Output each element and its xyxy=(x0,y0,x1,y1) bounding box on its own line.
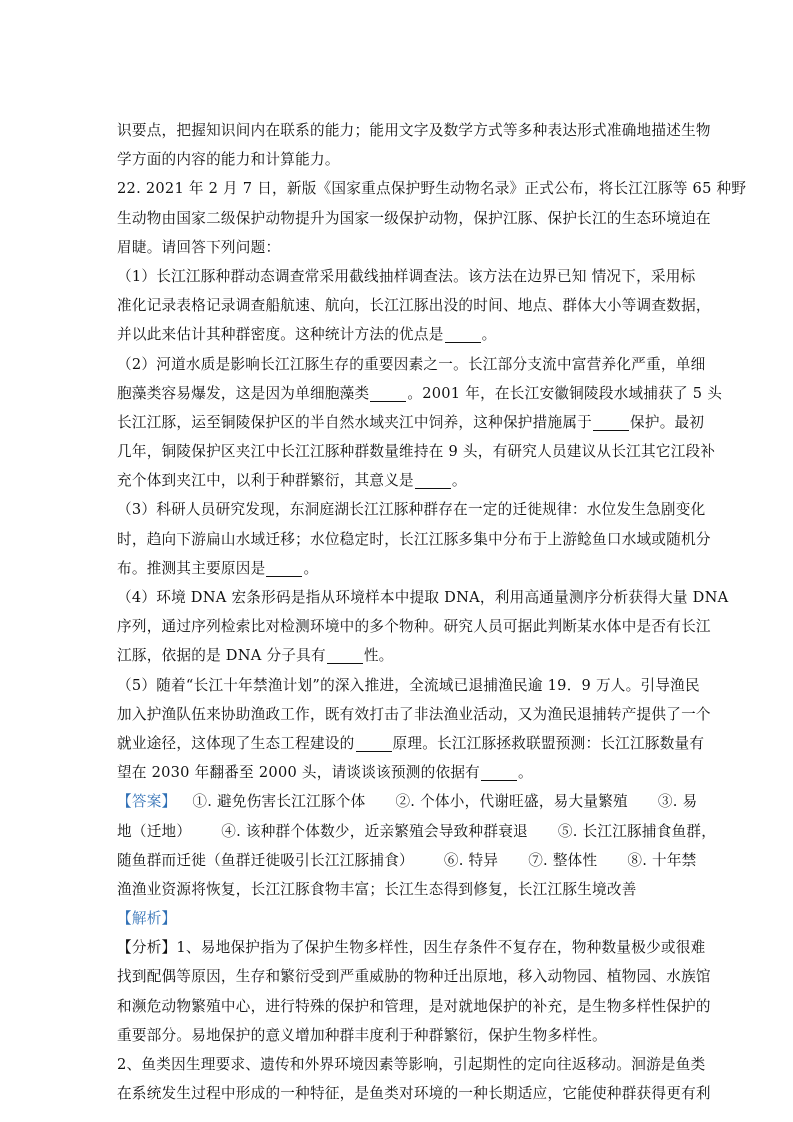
section-label: 【解析】 xyxy=(117,910,177,928)
answer-option: ⑧. 十年禁 xyxy=(627,851,697,869)
line-text: 准化记录表格记录调查船航速、航向，长江江豚出没的时间、地点、群体大小等调查数据， xyxy=(117,297,711,315)
text-line xyxy=(117,233,685,262)
text-line xyxy=(117,758,685,787)
line-text-after-blank: 性。 xyxy=(363,647,394,665)
line-text: 望在 2030 年翻番至 2000 头，请谈谈该预测的依据有 xyxy=(117,764,481,782)
line-text: 加入护渔队伍来协助渔政工作，既有效打击了非法渔业活动，又为渔民退捕转产提供了一个 xyxy=(117,705,711,723)
answer-option: ④. 该种群个体数少，近亲繁殖会导致种群衰退 xyxy=(221,822,528,840)
line-text: 生动物由国家二级保护动物提升为国家一级保护动物，保护江豚、保护长江的生态环境迫在 xyxy=(117,209,711,227)
line-text: 眉睫。请回答下列问题： xyxy=(117,238,281,256)
line-text: 几年，铜陵保护区夹江中长江江豚种群数量维持在 9 头，有研究人员建议从长江其它江段补 xyxy=(117,443,716,461)
text-line xyxy=(117,700,711,729)
text-line xyxy=(117,1021,685,1050)
answer-option: ③. 易 xyxy=(657,793,698,811)
line-text: ①. 避免伤害长江江豚个体 xyxy=(192,793,366,811)
text-line xyxy=(117,379,723,408)
answer-option: ⑥. 特异 xyxy=(443,851,499,869)
text-line xyxy=(117,583,729,612)
text-line xyxy=(117,817,717,846)
text-line xyxy=(117,904,685,933)
line-text: 学方面的内容的能力和计算能力。 xyxy=(117,151,340,169)
line-text: 22. 2021 年 2 月 7 日，新版《国家重点保护野生动物名录》正式公布，将长江江豚等 65 种野 xyxy=(117,180,747,198)
section-label: 【答案】 xyxy=(117,793,177,811)
line-text: 随鱼群而迁徙（鱼群迁徙吸引长江江豚捕食） xyxy=(117,851,414,869)
text-line xyxy=(117,992,711,1021)
line-text-after-blank: 。 xyxy=(481,326,497,344)
line-text-after-blank: 。2001 年，在长江安徽铜陵段水域捕获了 5 头 xyxy=(407,384,723,402)
line-text-after-blank: 原理。长江江豚拯救联盟预测：长江江豚数量有 xyxy=(392,734,705,752)
text-line xyxy=(117,262,696,291)
text-line xyxy=(117,116,711,145)
text-line xyxy=(117,350,706,379)
text-line xyxy=(117,320,685,349)
answer-option: ⑤. 长江江豚捕食鱼群， xyxy=(557,822,717,840)
line-text: 和濒危动物繁殖中心，进行特殊的保护和管理，是对就地保护的补充，是生物多样性保护的 xyxy=(117,997,711,1015)
text-line xyxy=(117,554,685,583)
answer-blank xyxy=(356,735,392,752)
line-text-after-blank: 保护。最初 xyxy=(630,413,705,431)
text-line xyxy=(117,466,685,495)
answer-blank xyxy=(415,472,451,489)
line-text: 2、鱼类因生理要求、遗传和外界环境因素等影响，引起期性的定向往返移动。洄游是鱼类 xyxy=(117,1056,706,1073)
text-line xyxy=(117,729,705,758)
answer-blank xyxy=(481,764,517,781)
line-text: 时，趋向下游扁山水域迁移；水位稳定时，长江江豚多集中分布于上游鲶鱼口水域或随机分 xyxy=(117,530,711,548)
line-text: 充个体到夹江中，以利于种群繁衍，其意义是 xyxy=(117,472,414,490)
line-text: （5）随着“长江十年禁渔计划”的深入推进，全流域已退捕渔民逾 19．9 万人。引导渔民 xyxy=(117,676,700,694)
text-line xyxy=(117,612,711,641)
document-page xyxy=(117,116,747,1108)
line-text: （2）河道水质是影响长江江豚生存的重要因素之一。长江部分支流中富营养化严重，单细 xyxy=(117,355,706,373)
answer-option: ⑦. 整体性 xyxy=(528,851,598,869)
line-text: 识要点，把握知识间内在联系的能力；能用文字及数学方式等多种表达形式准确地描述生物 xyxy=(117,122,711,139)
text-line xyxy=(117,787,698,816)
text-line xyxy=(117,846,697,875)
text-line xyxy=(117,437,716,466)
line-text: 江豚，依据的是 DNA 分子具有 xyxy=(117,647,326,665)
answer-blank xyxy=(445,326,481,343)
text-line xyxy=(117,875,685,904)
text-line xyxy=(117,408,705,437)
text-line xyxy=(117,1050,706,1079)
line-text-after-blank: 。 xyxy=(303,559,319,577)
line-text: 渔渔业资源将恢复，长江江豚食物丰富；长江生态得到修复，长江江豚生境改善 xyxy=(117,880,637,898)
line-text: 布。推测其主要原因是 xyxy=(117,559,266,577)
line-text: 胞藻类容易爆发，这是因为单细胞藻类 xyxy=(117,384,370,402)
line-text: 长江江豚，运至铜陵保护区的半自然水域夹江中饲养，这种保护措施属于 xyxy=(117,413,593,431)
text-line xyxy=(117,204,711,233)
line-text: （3）科研人员研究发现，东洞庭湖长江江豚种群存在一定的迁徙规律：水位发生急剧变化 xyxy=(117,501,706,519)
line-text: 就业途径，这体现了生态工程建设的 xyxy=(117,734,355,752)
text-line xyxy=(117,671,700,700)
line-text: 【分析】1、易地保护指为了保护生物多样性，因生存条件不复存在，物种数量极少或很难 xyxy=(117,939,706,957)
line-text: 重要部分。易地保护的意义增加种群丰度利于种群繁衍，保护生物多样性。 xyxy=(117,1026,607,1044)
line-text: （1）长江江豚种群动态调查常采用截线抽样调查法。该方法在边界已知 情况下，采用标 xyxy=(117,267,696,285)
line-text: 并以此来估计其种群密度。这种统计方法的优点是 xyxy=(117,326,444,344)
answer-option: ②. 个体小，代谢旺盛，易大量繁殖 xyxy=(395,793,628,811)
answer-blank xyxy=(370,385,406,402)
text-line xyxy=(117,174,747,203)
text-line xyxy=(117,525,711,554)
answer-blank xyxy=(327,647,363,664)
line-text: （4）环境 DNA 宏条形码是指从环境样本中提取 DNA，利用高通量测序分析获得大量 DNA xyxy=(117,589,729,606)
text-line xyxy=(117,933,706,962)
text-line xyxy=(117,145,685,174)
line-text: 地（迁地） xyxy=(117,822,192,840)
line-text: 序列，通过序列检索比对检测环境中的多个物种。研究人员可据此判断某水体中是否有长江 xyxy=(117,618,711,636)
answer-blank xyxy=(266,560,302,577)
text-line xyxy=(117,495,706,524)
text-line xyxy=(117,641,685,670)
text-line xyxy=(117,291,711,320)
line-text-after-blank: 。 xyxy=(451,472,467,490)
text-line xyxy=(117,1079,711,1108)
text-line xyxy=(117,962,711,991)
answer-blank xyxy=(593,414,629,431)
line-text: 找到配偶等原因，生存和繁衍受到严重威胁的物种迁出原地，移入动物园、植物园、水族馆 xyxy=(117,968,711,986)
line-text-after-blank: 。 xyxy=(518,764,533,782)
line-text: 在系统发生过程中形成的一种特征，是鱼类对环境的一种长期适应，它能使种群获得更有利 xyxy=(117,1085,711,1103)
